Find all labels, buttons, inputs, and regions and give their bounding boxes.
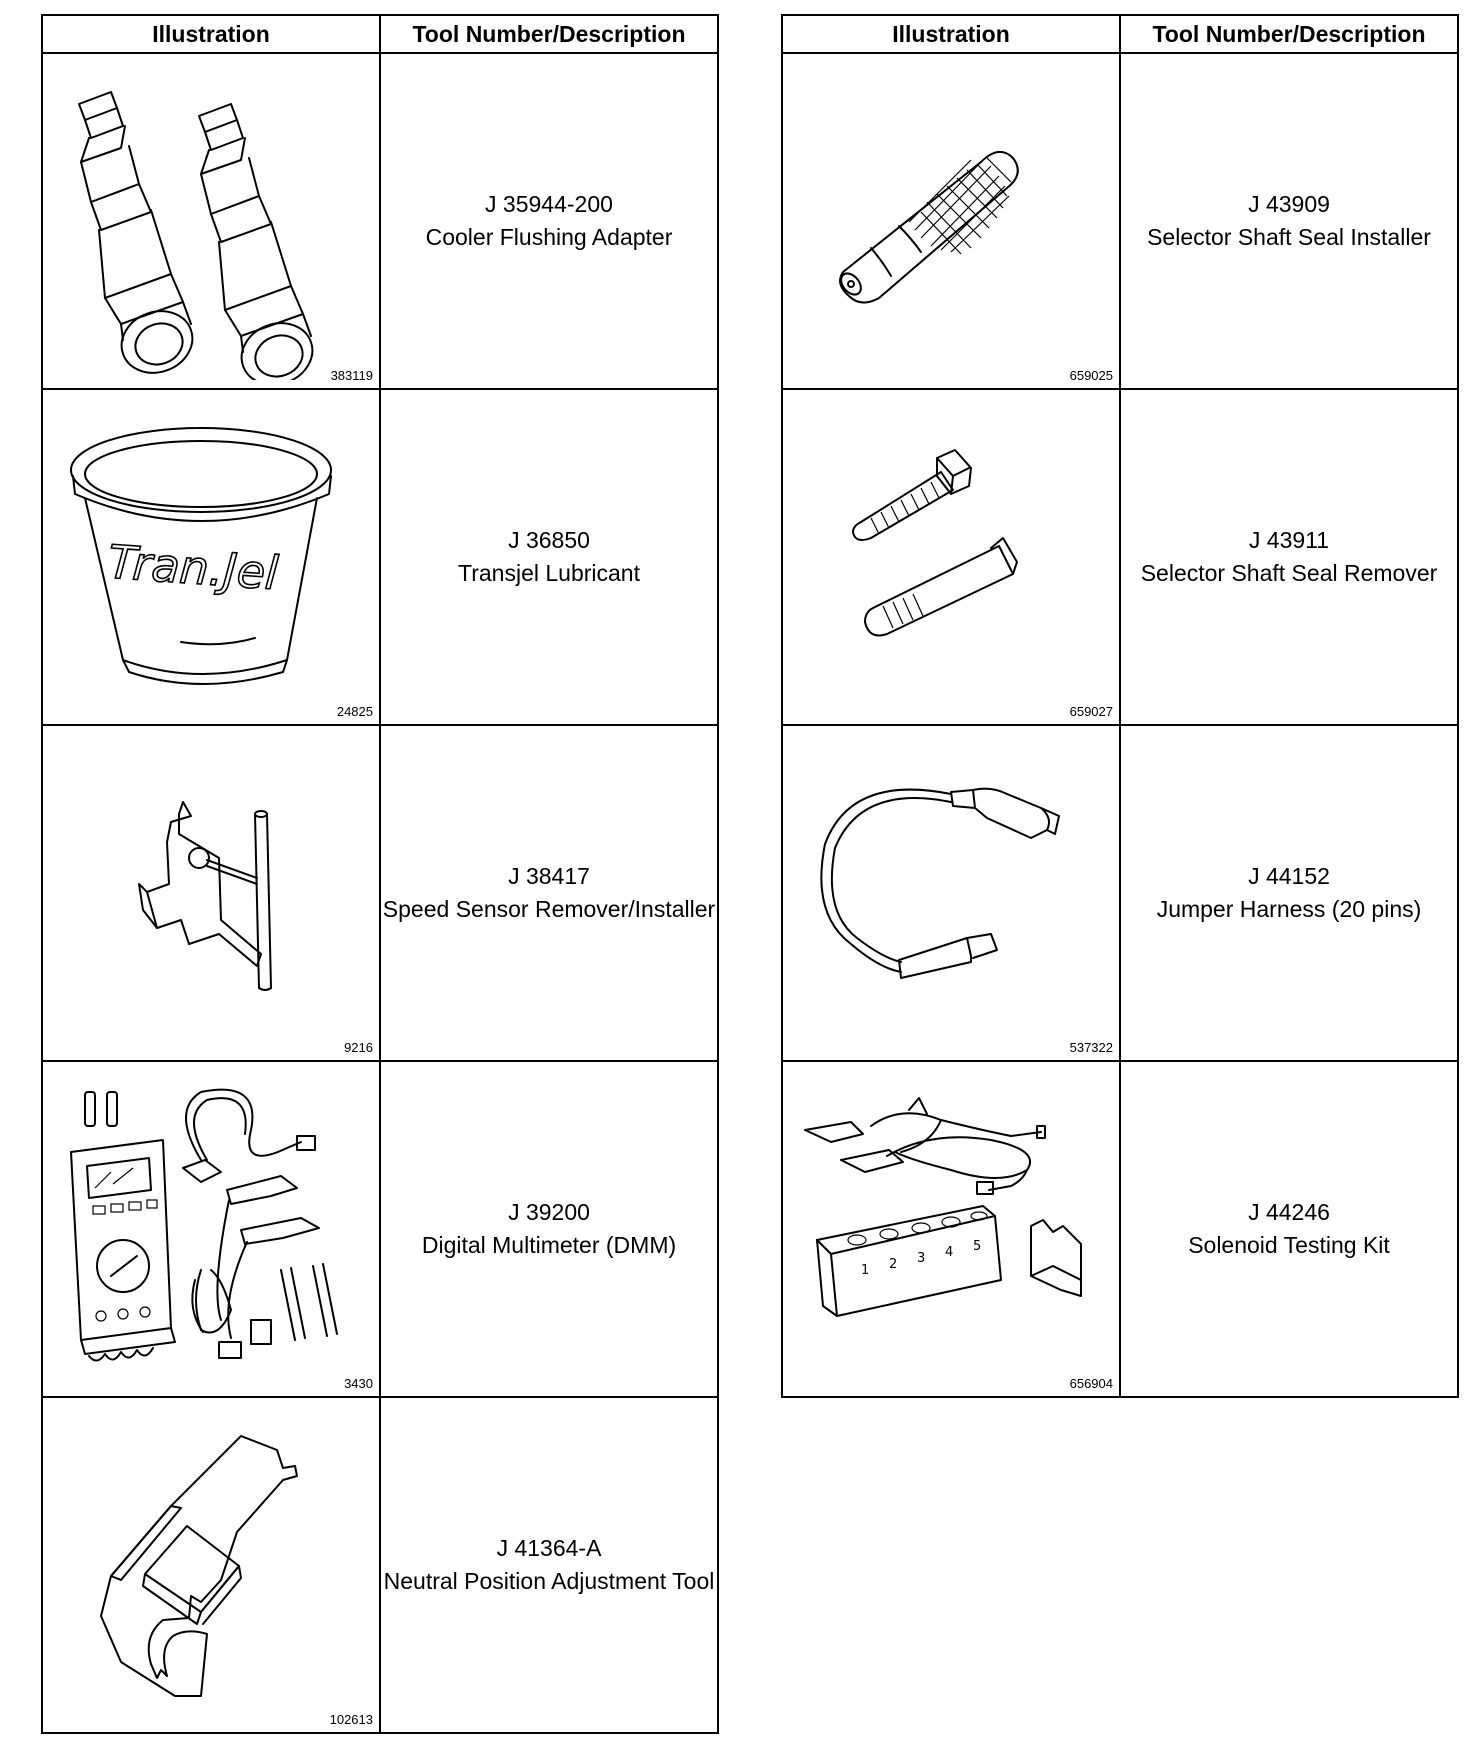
header-row	[42, 15, 718, 53]
tool-number: J 43909	[1248, 191, 1330, 217]
illustration-cell	[42, 53, 380, 389]
tool-row	[42, 53, 718, 389]
tool-name: Digital Multimeter (DMM)	[421, 1232, 677, 1258]
tool-name: Transjel Lubricant	[458, 560, 640, 586]
figure-number: 3430	[344, 1376, 373, 1391]
tool-name: Solenoid Testing Kit	[1188, 1232, 1390, 1258]
illustration-cell	[782, 389, 1120, 725]
multimeter-icon	[51, 1070, 373, 1388]
illustration-cell	[42, 1061, 380, 1397]
illustration-cell	[42, 1397, 380, 1733]
tool-name: Neutral Position Adjustment Tool	[383, 1568, 715, 1594]
tool-description-cell	[1120, 725, 1458, 1061]
tool-description-cell	[380, 53, 718, 389]
illustration-header: Illustration	[42, 15, 380, 53]
tool-row	[42, 1397, 718, 1733]
tool-number: J 44152	[1248, 863, 1330, 889]
figure-number: 102613	[329, 1712, 373, 1727]
figure-number: 656904	[1069, 1376, 1113, 1391]
figure-number: 24825	[336, 704, 373, 719]
tool-number: J 36850	[508, 527, 590, 553]
tool-row	[782, 53, 1458, 389]
solenoid-kit-icon	[791, 1070, 1113, 1388]
tool-description-cell	[1120, 389, 1458, 725]
tool-header: Tool Number/Description	[1120, 15, 1458, 53]
block-port-label: 5	[973, 1239, 982, 1254]
tool-description-cell	[1120, 53, 1458, 389]
header-row	[782, 15, 1458, 53]
figure-number: 9216	[344, 1040, 373, 1055]
seal-installer-icon	[791, 62, 1113, 380]
figure-number: 659027	[1069, 704, 1113, 719]
illustration-cell	[782, 1061, 1120, 1397]
tool-description-cell	[1120, 1061, 1458, 1397]
tool-number: J 35944-200	[485, 191, 613, 217]
tool-row	[42, 389, 718, 725]
lubricant-label: Tran.Jel	[106, 534, 280, 601]
block-port-label: 2	[889, 1257, 898, 1272]
lubricant-tub-icon	[51, 398, 373, 716]
tool-description-cell	[380, 389, 718, 725]
figure-number: 659025	[1069, 368, 1113, 383]
tool-description-cell	[380, 1397, 718, 1733]
illustration-cell	[782, 53, 1120, 389]
cooler-flushing-adapter-icon	[51, 62, 373, 380]
seal-remover-icon	[791, 398, 1113, 716]
tool-row	[782, 389, 1458, 725]
tool-name: Jumper Harness (20 pins)	[1156, 896, 1422, 922]
neutral-position-tool-icon	[51, 1406, 373, 1724]
illustration-cell	[42, 725, 380, 1061]
illustration-cell	[42, 389, 380, 725]
tool-name: Selector Shaft Seal Remover	[1140, 560, 1438, 586]
jumper-harness-icon	[791, 734, 1113, 1052]
figure-number: 383119	[330, 368, 373, 383]
tool-number: J 44246	[1248, 1199, 1330, 1225]
speed-sensor-tool-icon	[51, 734, 373, 1052]
tool-name: Cooler Flushing Adapter	[425, 224, 673, 250]
block-port-label: 1	[861, 1263, 870, 1278]
tool-row	[42, 725, 718, 1061]
tool-name: Selector Shaft Seal Installer	[1147, 224, 1431, 250]
figure-number: 537322	[1069, 1040, 1113, 1055]
tool-row	[42, 1061, 718, 1397]
block-port-label: 4	[945, 1245, 954, 1260]
tool-description-cell	[380, 725, 718, 1061]
illustration-cell	[782, 725, 1120, 1061]
tool-number: J 43911	[1248, 527, 1330, 553]
block-port-label: 3	[917, 1251, 926, 1266]
tool-header: Tool Number/Description	[380, 15, 718, 53]
tool-name: Speed Sensor Remover/Installer	[382, 896, 716, 922]
tool-description-cell	[380, 1061, 718, 1397]
tool-number: J 41364-A	[496, 1535, 602, 1561]
tool-number: J 39200	[508, 1199, 590, 1225]
tool-table-left	[41, 14, 719, 1734]
tool-table-right	[781, 14, 1459, 1398]
illustration-header: Illustration	[782, 15, 1120, 53]
tool-row	[782, 725, 1458, 1061]
tool-row	[782, 1061, 1458, 1397]
tool-number: J 38417	[508, 863, 590, 889]
